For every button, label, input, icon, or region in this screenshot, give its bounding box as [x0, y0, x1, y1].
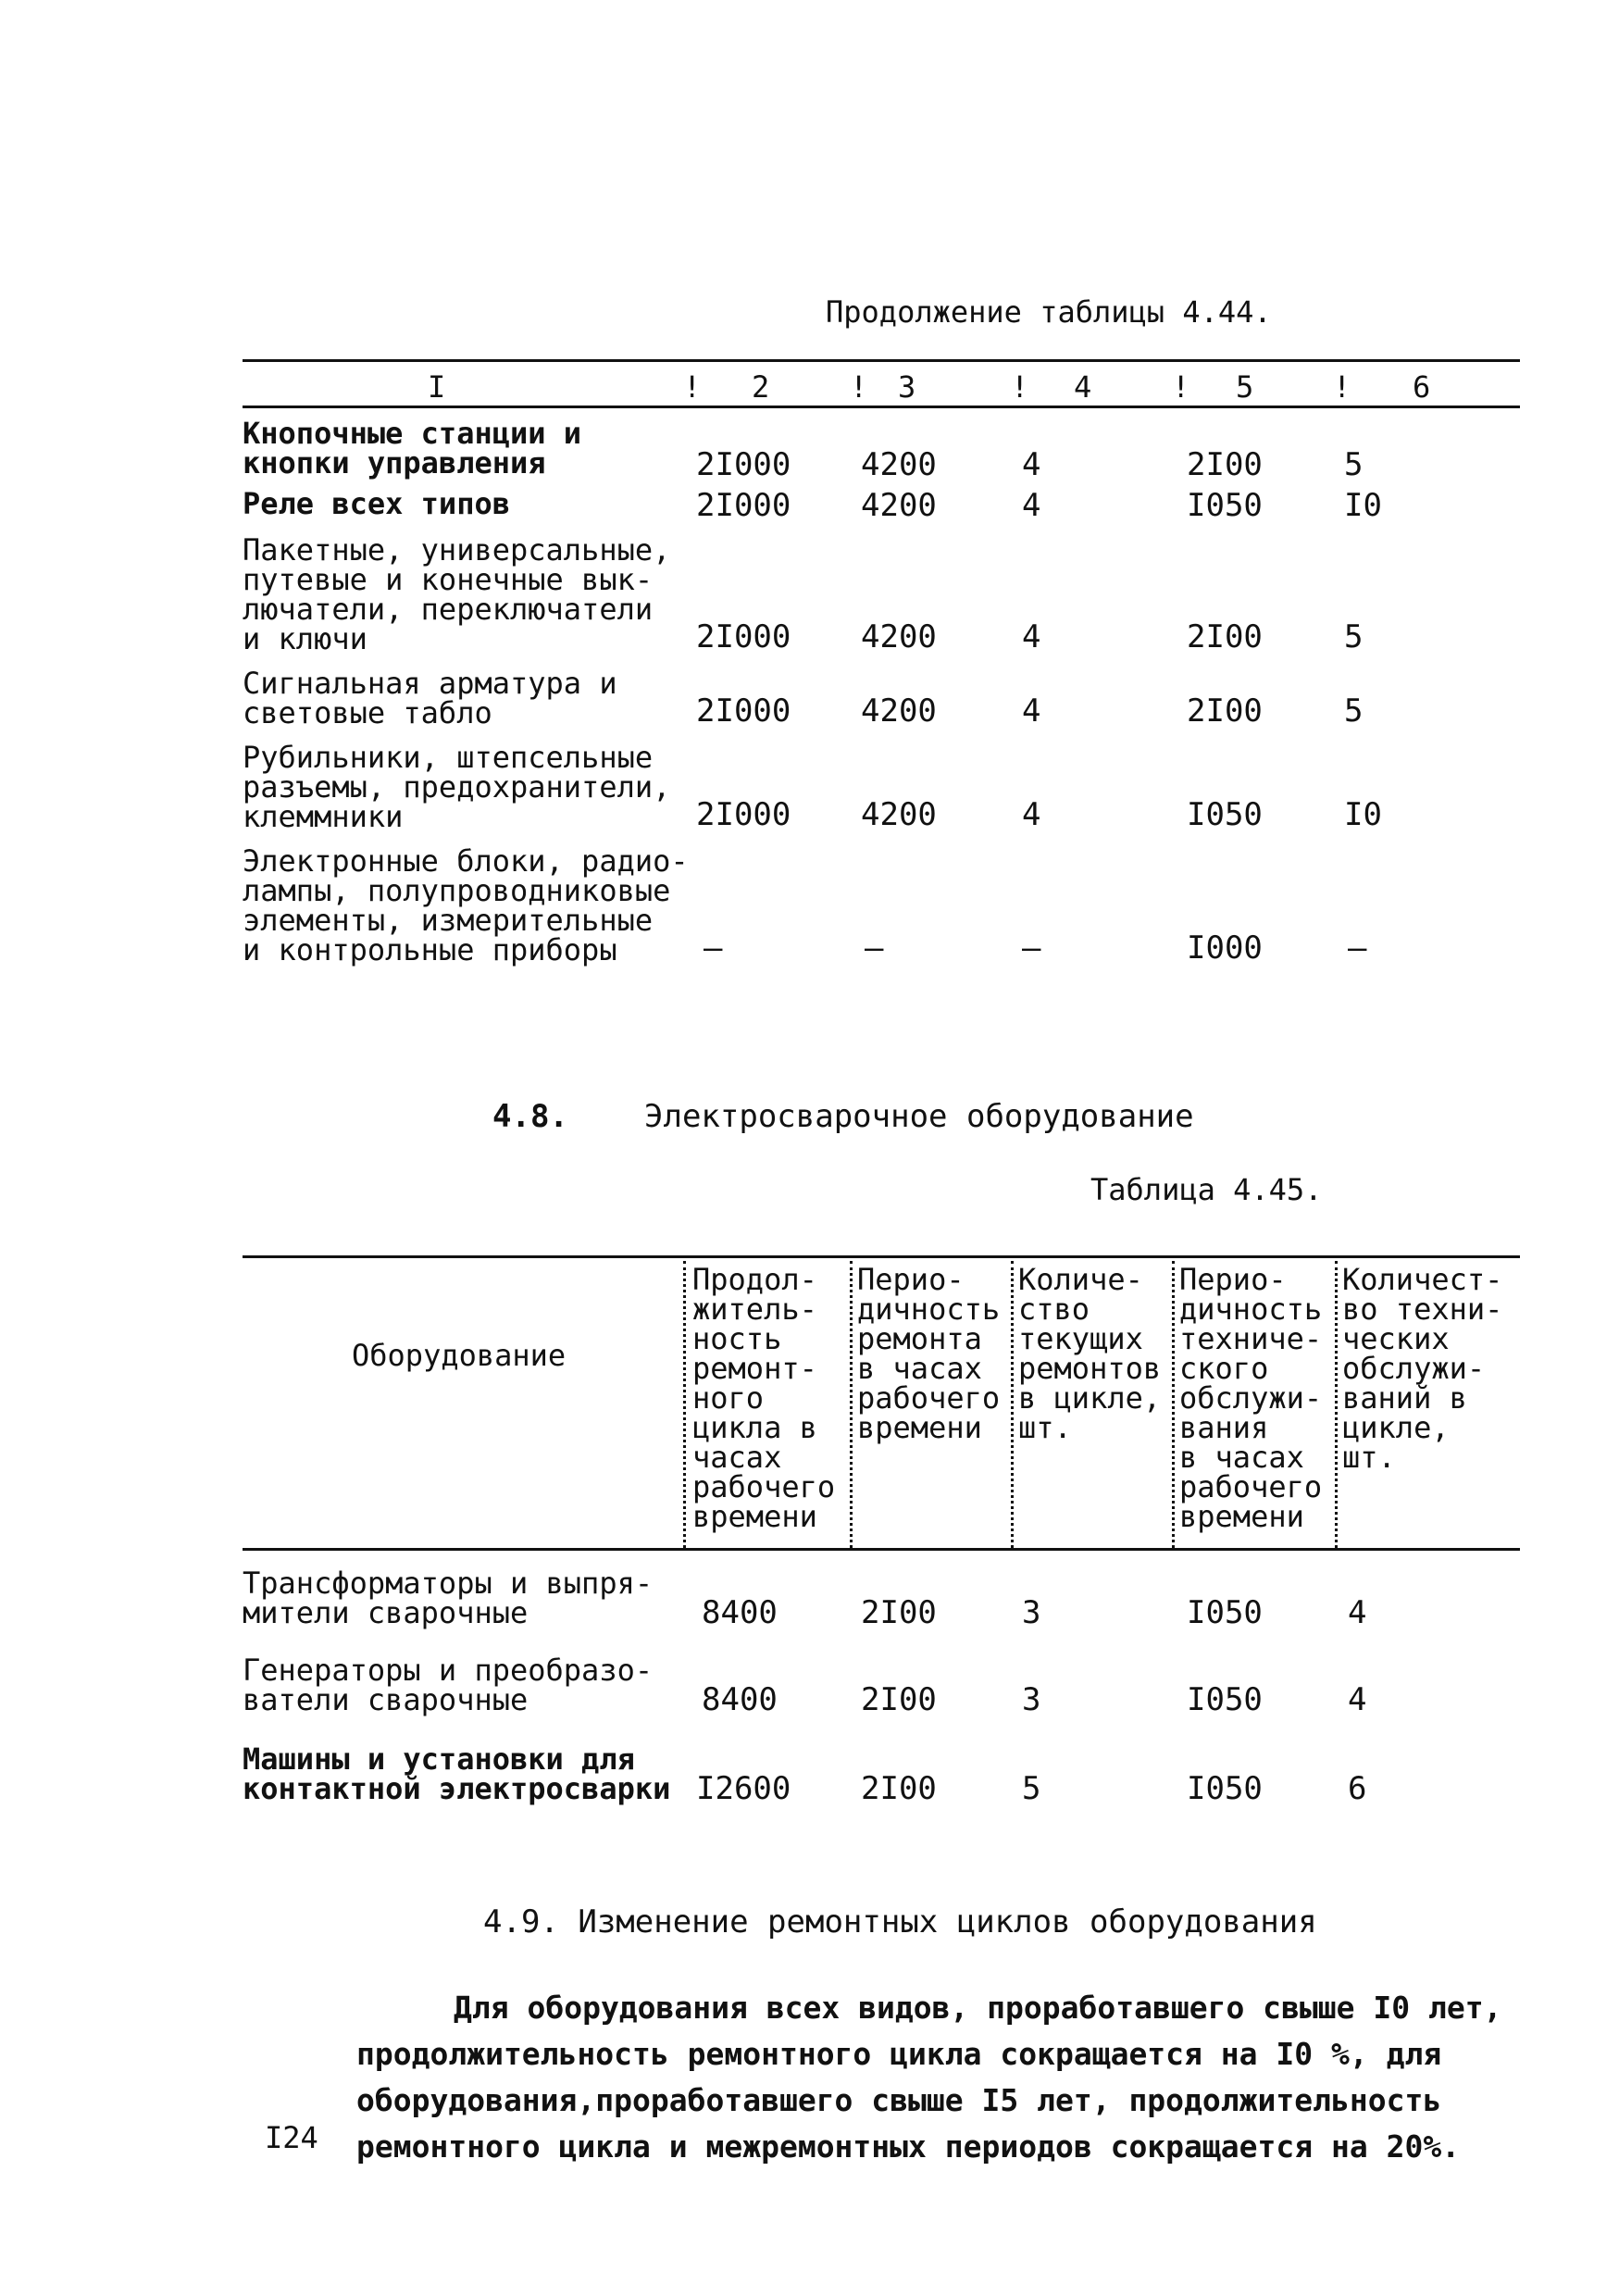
table-444-caption: Продолжение таблицы 4.44. — [826, 294, 1272, 330]
table-445-header-rule — [243, 1548, 1520, 1551]
cell-value: 8400 — [702, 1681, 778, 1718]
cell-value: 4200 — [861, 446, 937, 483]
row-equipment-name: Реле всех типов — [243, 486, 510, 521]
cell-value: 2I00 — [861, 1770, 937, 1807]
cell-value: 5 — [1344, 446, 1364, 483]
col-number-5: 5 — [1236, 369, 1254, 405]
row-equipment-name: Машины и установки для контактной электросварки — [243, 1741, 671, 1806]
cell-value: – — [1022, 930, 1041, 967]
table-445-caption: Таблица 4.45. — [1090, 1172, 1323, 1207]
table-445-top-rule — [243, 1255, 1520, 1258]
section-4-8-number: 4.8. — [492, 1098, 568, 1135]
cell-value: 2I000 — [696, 487, 791, 524]
header-current-repairs-count: Количе- ство текущих ремонтов в цикле, шт. — [1018, 1262, 1162, 1445]
col-number-4: 4 — [1074, 369, 1092, 405]
cell-value: 3 — [1022, 1594, 1041, 1631]
cell-value: 8400 — [702, 1594, 778, 1631]
cell-value: I000 — [1187, 930, 1263, 967]
cell-value: I050 — [1187, 487, 1263, 524]
col-number-2: 2 — [752, 369, 770, 405]
cell-value: 4 — [1022, 618, 1041, 655]
column-divider — [1335, 1261, 1338, 1548]
header-maintenance-count: Количест- во техни- ческих обслужи- ваний в цикле, шт. — [1342, 1262, 1503, 1475]
col-number-3: 3 — [898, 369, 916, 405]
cell-value: 5 — [1344, 693, 1364, 730]
cell-value: 2I00 — [1187, 618, 1263, 655]
header-maintenance-periodicity: Перио- дичность техниче- ского обслужи- вания в часах рабочего времени — [1179, 1262, 1323, 1534]
cell-value: 3 — [1022, 1681, 1041, 1718]
cell-value: 4200 — [861, 618, 937, 655]
row-equipment-name: Пакетные, универсальные, путевые и конечные вык- лючатели, переключатели и ключи — [243, 532, 671, 656]
column-divider — [1172, 1261, 1175, 1548]
cell-value: 2I000 — [696, 618, 791, 655]
column-divider — [850, 1261, 853, 1548]
cell-value: 5 — [1344, 618, 1364, 655]
cell-value: – — [704, 930, 723, 967]
cell-value: 4 — [1022, 796, 1041, 833]
cell-value: 4 — [1022, 487, 1041, 524]
cell-value: I050 — [1187, 1770, 1263, 1807]
cell-value: I0 — [1344, 487, 1382, 524]
header-cycle-duration: Продол- житель- ность ремонт- ного цикла в часах рабочего времени — [692, 1262, 836, 1534]
row-equipment-name: Сигнальная арматура и световые табло — [243, 666, 617, 730]
row-equipment-name: Генераторы и преобразо- ватели сварочные — [243, 1653, 654, 1717]
header-repair-periodicity: Перио- дичность ремонта в часах рабочего времени — [857, 1262, 1001, 1445]
cell-value: 4200 — [861, 693, 937, 730]
body-paragraph: Для оборудования всех видов, проработавшего свыше I0 лет, продолжительность ремонтного цикла сокращается на I0 %, для оборудования,проработавшего свыше I5 лет, продолжительность ремонтного цикла и межремонтных периодов сокращается на 20%. — [356, 1990, 1502, 2165]
cell-value: 2I00 — [861, 1681, 937, 1718]
col-number-6: 6 — [1413, 369, 1431, 405]
cell-value: 4 — [1348, 1681, 1367, 1718]
cell-value: – — [1348, 930, 1367, 967]
column-divider — [683, 1261, 686, 1548]
cell-value: 4 — [1022, 693, 1041, 730]
column-divider — [1011, 1261, 1014, 1548]
row-equipment-name: Электронные блоки, радио- лампы, полупроводниковые элементы, измерительные и контрольные приборы — [243, 843, 689, 967]
cell-value: 2I00 — [1187, 446, 1263, 483]
row-equipment-name: Кнопочные станции и кнопки управления — [243, 416, 582, 480]
cell-value: 4 — [1348, 1594, 1367, 1631]
col-number-1: I — [428, 369, 446, 405]
cell-value: 2I00 — [1187, 693, 1263, 730]
cell-value: 2I000 — [696, 796, 791, 833]
cell-value: I2600 — [696, 1770, 791, 1807]
cell-value: 4200 — [861, 487, 937, 524]
cell-value: 5 — [1022, 1770, 1041, 1807]
cell-value: 2I000 — [696, 693, 791, 730]
document-page: Продолжение таблицы 4.44. I ! 2 ! 3 ! 4 ! 5 ! 6 Кнопочные станции и кнопки управления 2I000 4200 4 2I00 5 Реле всех типов 2I000 4200 4 I050 I0 Пакетные, универсальные, путевые и конечные вык- лючатели, переключатели и ключи 2I000 4200 4 2I00 5 Сигнальная арматура и световые табло 2I000 4200 4 2I00 5 Рубильники, штепсельные разъемы, предохранители, клеммники 2I000 4200 4 I050 I0 Электронные блоки, радио- лампы, полупроводниковые элементы, измерительные и контрольные приборы – – – I000 – 4.8. Электросварочное оборудование Таблица 4.45. Оборудование Продол- житель- ность ремонт- ного цикла в часах рабочего времени Перио- дичность ремонта в часах рабочего времени Количе- ство текущих ремонтов в цикле, шт. Перио- дичность техниче- ского обслужи- вания в часах рабочего времени Количест- во техни- ческих обслужи- ваний в цикле, шт. Трансформаторы и выпря- мители сварочные 8400 2I00 3 I050 4 Генераторы и преобразо- ватели сварочные 8400 2I00 3 I050 4 Машины и установки для контактной электросварки I2600 2I00 5 I050 6 4.9. Изменение ремонтных циклов оборудования Для оборудования всех видов, проработавшего свыше I0 лет, продолжительность ремонтного цикла сокращается на I0 %, для оборудования,проработавшего свыше I5 лет, продолжительность ремонтного цикла и межремонтных периодов сокращается на 20%. I24 — [0, 0, 1619, 2296]
header-equipment: Оборудование — [352, 1338, 567, 1373]
page-number: I24 — [265, 2120, 318, 2155]
cell-value: 6 — [1348, 1770, 1367, 1807]
cell-value: I050 — [1187, 796, 1263, 833]
cell-value: – — [865, 930, 884, 967]
cell-value: I050 — [1187, 1681, 1263, 1718]
cell-value: 2I000 — [696, 446, 791, 483]
cell-value: I050 — [1187, 1594, 1263, 1631]
section-4-8-title: Электросварочное оборудование — [644, 1098, 1194, 1135]
row-equipment-name: Рубильники, штепсельные разъемы, предохранители, клеммники — [243, 740, 671, 834]
cell-value: 2I00 — [861, 1594, 937, 1631]
cell-value: I0 — [1344, 796, 1382, 833]
table-444-header-rule — [243, 406, 1520, 408]
cell-value: 4200 — [861, 796, 937, 833]
cell-value: 4 — [1022, 446, 1041, 483]
section-4-9-title: 4.9. Изменение ремонтных циклов оборудования — [483, 1903, 1317, 1940]
row-equipment-name: Трансформаторы и выпря- мители сварочные — [243, 1566, 654, 1630]
table-444-top-rule — [243, 359, 1520, 362]
